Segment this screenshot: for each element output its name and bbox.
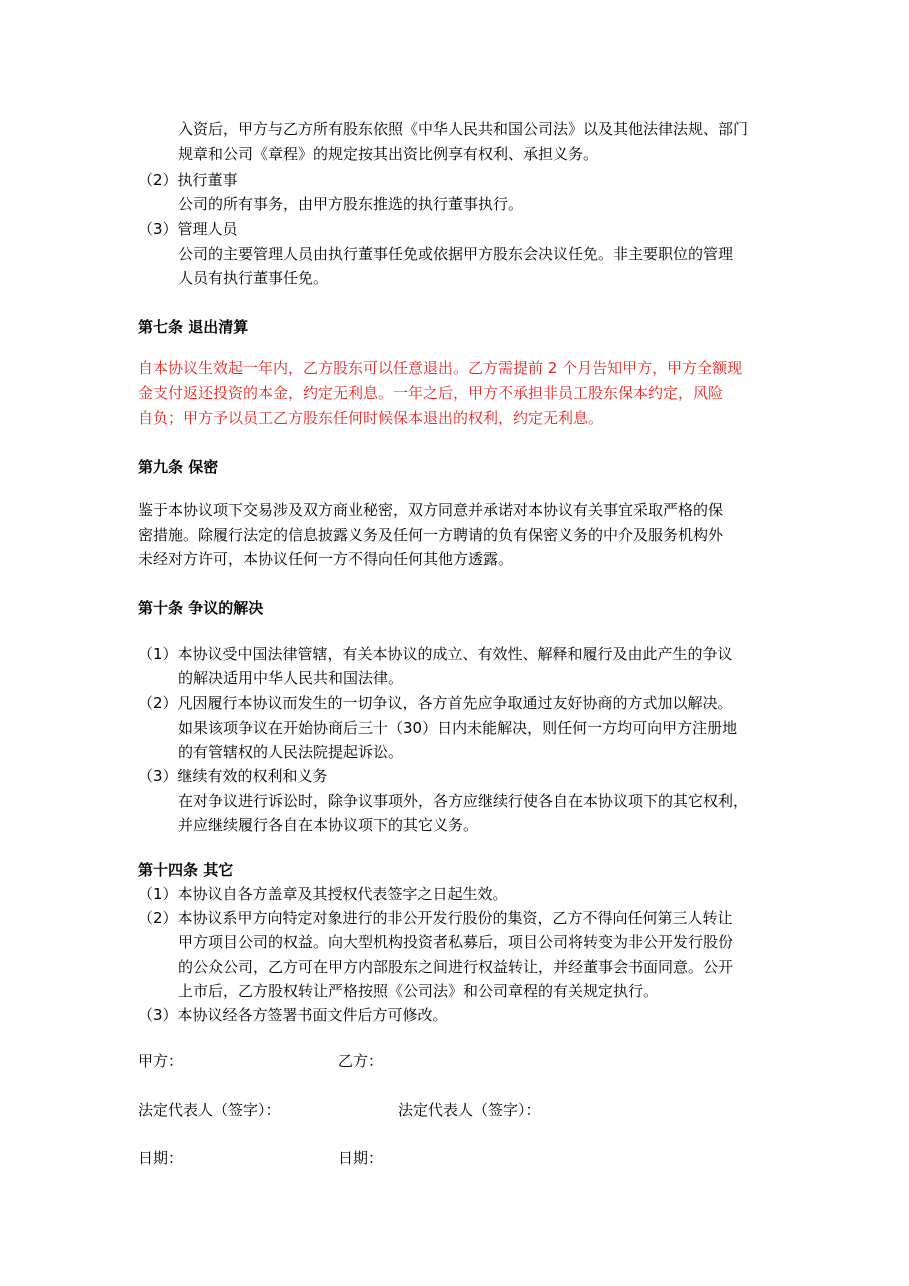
party-a-representative-label: 法定代表人（签字）：	[138, 1101, 281, 1119]
section7-heading: 第七条 退出清算	[138, 318, 249, 336]
section14-heading: 第十四条 其它	[138, 861, 234, 879]
section6-continuation-line1: 入资后，甲方与乙方所有股东依照《中华人民共和国公司法》以及其他法律法规、部门	[178, 120, 749, 138]
section14-item1: （1）本协议自各方盖章及其授权代表签字之日起生效。	[138, 885, 508, 903]
party-b-date-label: 日期：	[338, 1149, 384, 1167]
section10-item3-line1: （3）继续有效的权利和义务	[138, 767, 328, 785]
section14-item2-line3: 的公众公司，乙方可在甲方内部股东之间进行权益转让，并经董事会书面同意。公开	[178, 958, 734, 976]
section6-continuation-line2: 规章和公司《章程》的规定按其出资比例享有权利、承担义务。	[178, 145, 599, 163]
item-management-title: （3）管理人员	[138, 220, 238, 238]
item-executive-director-title: （2）执行董事	[138, 171, 238, 189]
section7-paragraph-line3: 自负；甲方予以员工乙方股东任何时候保本退出的权利，约定无利息。	[138, 409, 604, 427]
section9-paragraph-line2: 密措施。除履行法定的信息披露义务及任何一方聘请的负有保密义务的中介及服务机构外	[138, 526, 724, 544]
section9-paragraph-line3: 未经对方许可，本协议任何一方不得向任何其他方透露。	[138, 550, 514, 568]
item-management-body-line1: 公司的主要管理人员由执行董事任免或依据甲方股东会决议任免。非主要职位的管理	[178, 245, 734, 263]
party-b-representative-label: 法定代表人（签字）：	[398, 1101, 541, 1119]
section14-item3: （3）本协议经各方签署书面文件后方可修改。	[138, 1006, 448, 1024]
party-a-date-label: 日期：	[138, 1149, 184, 1167]
section14-item2-line1: （2）本协议系甲方向特定对象进行的非公开发行股份的集资，乙方不得向任何第三人转让	[138, 909, 733, 927]
item-management-body-line2: 人员有执行董事任免。	[178, 269, 329, 287]
section10-item3-line2: 在对争议进行诉讼时，除争议事项外，各方应继续行使各自在本协议项下的其它权利，	[178, 792, 749, 810]
section10-item2-line3: 的有管辖权的人民法院提起诉讼。	[178, 743, 404, 761]
section9-heading: 第九条 保密	[138, 458, 219, 476]
section14-item2-line2: 甲方项目公司的权益。向大型机构投资者私募后，项目公司将转变为非公开发行股份	[178, 933, 734, 951]
section10-heading: 第十条 争议的解决	[138, 599, 264, 617]
section7-paragraph-line2: 金支付返还投资的本金，约定无利息。一年之后，甲方不承担非员工股东保本约定，风险	[138, 384, 724, 402]
section10-item1-line1: （1）本协议受中国法律管辖，有关本协议的成立、有效性、解释和履行及由此产生的争议	[138, 645, 733, 663]
section10-item2-line1: （2）凡因履行本协议而发生的一切争议，各方首先应争取通过友好协商的方式加以解决。	[138, 694, 733, 712]
section10-item2-line2: 如果该项争议在开始协商后三十（30）日内未能解决，则任何一方均可向甲方注册地	[178, 719, 738, 737]
item-executive-director-body: 公司的所有事务，由甲方股东推选的执行董事执行。	[178, 195, 524, 213]
section7-paragraph-line1: 自本协议生效起一年内，乙方股东可以任意退出。乙方需提前 2 个月告知甲方，甲方全额现	[138, 359, 743, 377]
section10-item1-line2: 的解决适用中华人民共和国法律。	[178, 669, 404, 687]
party-b-label: 乙方：	[338, 1052, 384, 1070]
section9-paragraph-line1: 鉴于本协议项下交易涉及双方商业秘密，双方同意并承诺对本协议有关事宜采取严格的保	[138, 501, 724, 519]
section10-item3-line3: 并应继续履行各自在本协议项下的其它义务。	[178, 816, 479, 834]
section14-item2-line4: 上市后，乙方股权转让严格按照《公司法》和公司章程的有关规定执行。	[178, 982, 659, 1000]
party-a-label: 甲方：	[138, 1052, 184, 1070]
